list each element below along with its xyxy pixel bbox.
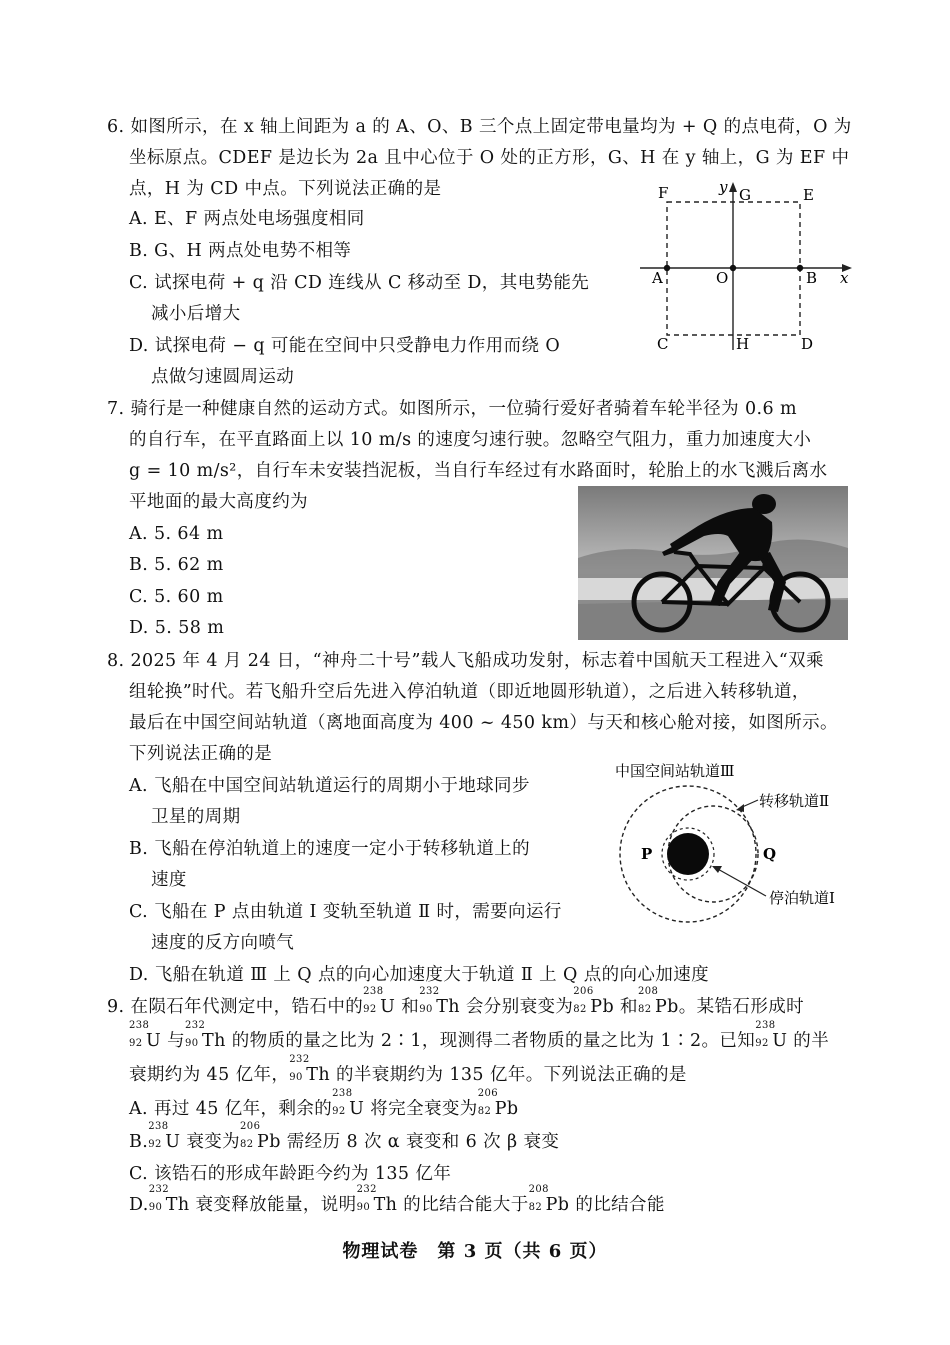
q7-option-d: D. 5. 58 m bbox=[129, 618, 225, 638]
q7-line-2: 的自行车，在平直路面上以 10 m/s 的速度匀速行驶。忽略空气阻力，重力加速度大小 bbox=[129, 430, 812, 450]
point-q-label: Q bbox=[763, 845, 777, 863]
charge-b bbox=[797, 265, 803, 271]
point-p-label: P bbox=[641, 845, 653, 863]
isotope-th232: 232 90 bbox=[356, 1184, 377, 1213]
q6-option-d: D. 试探电荷 − q 可能在空间中只受静电力作用而绕 O bbox=[129, 336, 561, 356]
q8-option-b-cont: 速度 bbox=[151, 870, 187, 890]
page-footer: 物理试卷 第 3 页（共 6 页） bbox=[342, 1241, 608, 1262]
label-f: F bbox=[658, 184, 669, 202]
q6-option-c: C. 试探电荷 + q 沿 CD 连线从 C 移动至 D，其电势能先 bbox=[129, 273, 590, 293]
isotope-pb206: 206 82 bbox=[240, 1121, 261, 1150]
orbit-1-pointer-head bbox=[712, 866, 722, 873]
y-axis-arrow bbox=[729, 182, 737, 192]
q9-option-d: D. 232 90 Th 衰变释放能量，说明 232 90 Th 的比结合能大于 208 82 Pb 的比结合能 bbox=[129, 1184, 665, 1215]
q7-option-b: B. 5. 62 m bbox=[129, 555, 224, 575]
q9-option-a: A. 再过 45 亿年，剩余的 238 92 U 将完全衰变为 206 82 Pb bbox=[129, 1088, 519, 1119]
q6-option-c-cont: 减小后增大 bbox=[151, 304, 241, 324]
q8-option-a-cont: 卫星的周期 bbox=[151, 807, 241, 827]
label-d: D bbox=[801, 335, 814, 353]
q9-option-b: B. 238 92 U 衰变为 206 82 Pb 需经历 8 次 α 衰变和 6 次 β 衰变 bbox=[129, 1121, 560, 1152]
q9-line-2: 238 92 U 与 232 90 Th 的物质的量之比为 2∶1，现测得二者物质的量之比为 1∶2。已知 238 92 U 的半 bbox=[129, 1020, 830, 1051]
q9-line-3: 衰期约为 45 亿年， 232 90 Th 的半衰期约为 135 亿年。下列说法正确的是 bbox=[129, 1054, 687, 1085]
label-y: y bbox=[719, 178, 728, 196]
q8-line-1: 8. 2025 年 4 月 24 日，“神舟二十号”载人飞船成功发射，标志着中国航天工程进入“双乘 bbox=[107, 651, 824, 671]
isotope-u238: 238 92 bbox=[129, 1020, 150, 1049]
q7-line-1: 7. 骑行是一种健康自然的运动方式。如图所示，一位骑行爱好者骑着车轮半径为 0.6 m bbox=[107, 399, 798, 419]
q6-line-3: 点，H 为 CD 中点。下列说法正确的是 bbox=[129, 179, 442, 199]
isotope-th232: 232 90 bbox=[185, 1020, 206, 1049]
q6-option-d-cont: 点做匀速圆周运动 bbox=[151, 367, 295, 387]
label-h: H bbox=[736, 335, 750, 353]
earth bbox=[667, 833, 709, 875]
isotope-pb208: 208 82 bbox=[528, 1184, 549, 1213]
isotope-th232: 232 90 bbox=[289, 1054, 310, 1083]
q8-line-2: 组轮换”时代。若飞船升空后先进入停泊轨道（即近地圆形轨道），之后进入转移轨道， bbox=[129, 682, 810, 702]
isotope-u238: 238 92 bbox=[332, 1088, 353, 1117]
isotope-th232: 232 90 bbox=[148, 1184, 170, 1213]
q8-option-d: D. 飞船在轨道 Ⅲ 上 Q 点的向心加速度大于轨道 Ⅱ 上 Q 点的向心加速度 bbox=[129, 965, 709, 985]
q7-line-3: g = 10 m/s²，自行车未安装挡泥板，当自行车经过有水路面时，轮胎上的水飞溅后离水 bbox=[129, 461, 828, 481]
label-g: G bbox=[739, 186, 751, 204]
orbit-3-label: 中国空间站轨道Ⅲ bbox=[615, 762, 735, 780]
q7-option-c: C. 5. 60 m bbox=[129, 587, 224, 607]
q8-line-4: 下列说法正确的是 bbox=[129, 744, 273, 764]
orbit-2-label: 转移轨道Ⅱ bbox=[759, 792, 830, 810]
cyclist-photo bbox=[578, 486, 848, 640]
orbit-2-pointer-head bbox=[736, 804, 744, 812]
label-x: x bbox=[840, 269, 849, 287]
label-b: B bbox=[806, 269, 818, 287]
q6-line-1: 6. 如图所示，在 x 轴上间距为 a 的 A、O、B 三个点上固定带电量均为 + Q 的点电荷，O 为 bbox=[107, 117, 852, 137]
q8-option-c: C. 飞船在 P 点由轨道 Ⅰ 变轨至轨道 Ⅱ 时，需要向运行 bbox=[129, 902, 562, 922]
isotope-th232: 232 90 bbox=[419, 986, 440, 1015]
q6-line-2: 坐标原点。CDEF 是边长为 2a 且中心位于 O 处的正方形，G、H 在 y 轴上，G 为 EF 中 bbox=[129, 148, 850, 168]
q7-option-a: A. 5. 64 m bbox=[129, 524, 224, 544]
q8-option-a: A. 飞船在中国空间站轨道运行的周期小于地球同步 bbox=[129, 776, 530, 796]
charge-a bbox=[664, 265, 670, 271]
q8-option-b: B. 飞船在停泊轨道上的速度一定小于转移轨道上的 bbox=[129, 839, 531, 859]
q9-option-c: C. 该锆石的形成年龄距今约为 135 亿年 bbox=[129, 1164, 452, 1184]
q6-option-b: B. G、H 两点处电势不相等 bbox=[129, 241, 352, 261]
q6-figure bbox=[630, 170, 860, 360]
isotope-u238: 238 92 bbox=[148, 1121, 169, 1150]
isotope-u238: 238 92 bbox=[755, 1020, 776, 1049]
label-e: E bbox=[803, 186, 814, 204]
q8-line-3: 最后在中国空间站轨道（离地面高度为 400 ~ 450 km）与天和核心舱对接，如图所示。 bbox=[129, 713, 838, 733]
q8-orbit-figure bbox=[612, 758, 867, 933]
q8-option-c-cont: 速度的反方向喷气 bbox=[151, 933, 295, 953]
isotope-pb208: 208 82 bbox=[637, 986, 659, 1015]
q7-line-4: 平地面的最大高度约为 bbox=[129, 492, 308, 512]
label-o: O bbox=[716, 269, 729, 287]
label-a: A bbox=[652, 269, 663, 287]
q6-option-a: A. E、F 两点处电场强度相同 bbox=[129, 209, 365, 229]
isotope-pb206: 206 82 bbox=[573, 986, 594, 1015]
orbit-1-label: 停泊轨道Ⅰ bbox=[769, 889, 835, 907]
isotope-pb206: 206 82 bbox=[477, 1088, 498, 1117]
label-c: C bbox=[657, 335, 669, 353]
charge-o bbox=[730, 265, 736, 271]
q9-line-1: 9. 在陨石年代测定中，锆石中的 238 92 U 和 232 90 Th 会分别衰变为 206 82 Pb 和 208 82 Pb。某锆石形成时 bbox=[107, 986, 805, 1017]
isotope-u238: 238 92 bbox=[363, 986, 384, 1015]
